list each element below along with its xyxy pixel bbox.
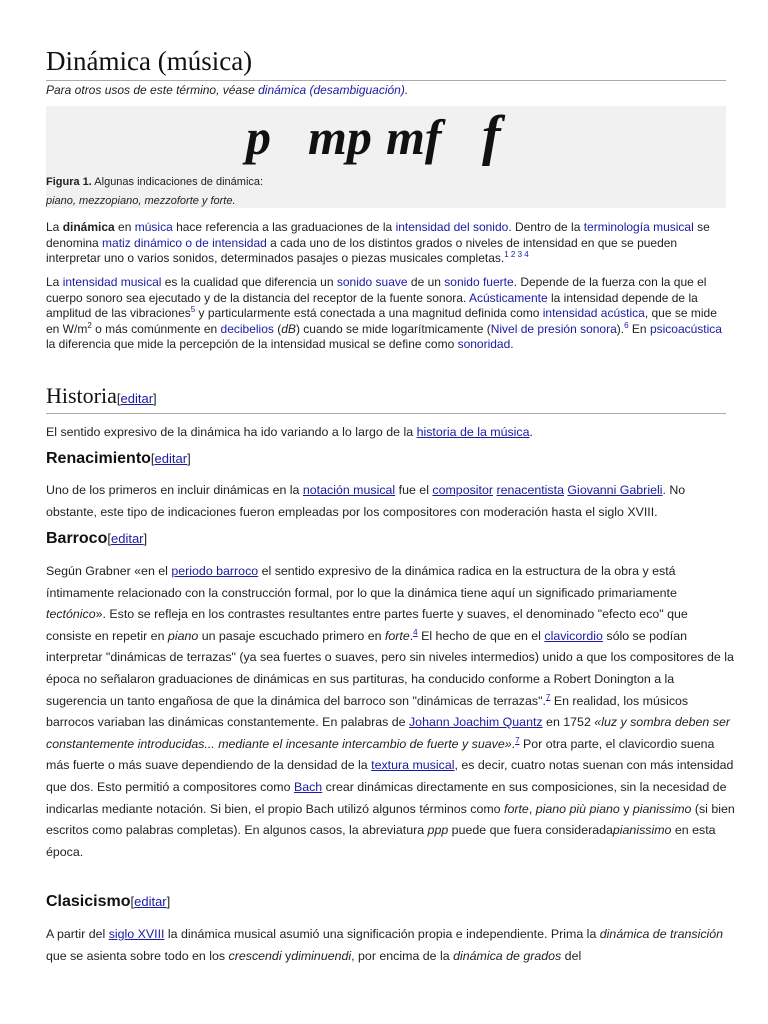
edit-section-historia: [editar]	[116, 391, 157, 406]
link-siglo-xviii[interactable]: siglo XVIII	[108, 927, 165, 941]
link-musica[interactable]: música	[134, 220, 173, 234]
link-bach[interactable]: Bach	[293, 779, 323, 794]
link-compositor[interactable]: compositor	[432, 483, 493, 497]
edit-link-clasicismo[interactable]: editar	[134, 894, 167, 909]
link-acusticamente[interactable]: Acústicamente	[468, 290, 548, 305]
reference-4[interactable]: 4	[413, 627, 418, 637]
disambiguation-link[interactable]: dinámica (desambiguación)	[258, 83, 405, 97]
reference-6[interactable]: 6	[624, 320, 629, 330]
link-historia-musica[interactable]: historia de la música	[416, 425, 530, 439]
historia-paragraph: El sentido expresivo de la dinámica ha ido variando a lo largo de la historia de la música.	[46, 425, 533, 439]
dynamic-mark-mf: mf	[386, 109, 442, 165]
link-psicoacustica[interactable]: psicoacústica	[649, 321, 722, 336]
reference-1-4[interactable]: 1 2 3 4	[504, 250, 529, 259]
link-sonoridad[interactable]: sonoridad	[457, 337, 511, 351]
link-clavicordio[interactable]: clavicordio	[544, 628, 603, 643]
link-sonido-fuerte[interactable]: sonido fuerte	[444, 275, 514, 289]
edit-link-historia[interactable]: editar	[120, 391, 154, 406]
link-matiz-dinamico[interactable]: matiz dinámico o de intensidad	[102, 235, 267, 250]
section-heading-renacimiento: Renacimiento[editar]	[46, 450, 191, 467]
figure-caption-line2: piano, mezzopiano, mezzoforte y forte.	[46, 195, 236, 207]
clasicismo-paragraph: A partir del siglo XVIII la dinámica musical asumió una significación propia e independiente. Prima la dinámica de transición que se asienta sobre todo en los crescendi ydiminuendi, por encima de la dinámica de grados del	[46, 927, 724, 963]
page-title: Dinámica (música)	[46, 46, 726, 81]
dynamic-mark-f: f	[482, 105, 501, 167]
edit-link-barroco[interactable]: editar	[110, 531, 144, 546]
figure-dynamics	[46, 106, 726, 208]
section-heading-historia: Historia[editar]	[46, 383, 726, 414]
link-intensidad-musical[interactable]: intensidad musical	[62, 275, 162, 289]
section-heading-clasicismo: Clasicismo[editar]	[46, 893, 171, 910]
link-giovanni-gabrieli[interactable]: Giovanni Gabrieli	[567, 483, 663, 497]
reference-7a[interactable]: 7	[545, 692, 551, 702]
dynamic-mark-mp: mp	[308, 109, 372, 165]
dynamic-mark-p: p	[246, 109, 271, 165]
link-textura-musical[interactable]: textura musical	[371, 758, 455, 773]
renacimiento-paragraph: Uno de los primeros en incluir dinámicas en la notación musical fue el compositor renacentista Giovanni Gabrieli. No obstante, este tipo de indicaciones fueron empleadas por los compositores con moderación hasta el siglo XVIII.	[46, 483, 686, 519]
link-intensidad-sonido[interactable]: intensidad del sonido	[395, 220, 509, 234]
link-decibelios[interactable]: decibelios	[220, 321, 274, 336]
section-heading-barroco: Barroco[editar]	[46, 530, 148, 547]
figure-caption: Figura 1. Algunas indicaciones de dinámica:	[46, 176, 264, 188]
intro-paragraph-1: La dinámica en música hace referencia a las graduaciones de la intensidad del sonido. Dentro de la terminología musical se denomina matiz dinámico o de intensidad a cada uno de los distintos grados o niveles de intensidad en que se pueden interpretar uno o varios sonidos, determinados pasajes o piezas musicales completas.$^{1 2 3 4}$	[46, 220, 710, 265]
link-nivel-presion-sonora[interactable]: Nivel de presión sonora	[490, 321, 617, 336]
hatnote: Para otros usos de este término, véase dinámica (desambiguación).	[46, 83, 409, 97]
edit-link-renacimiento[interactable]: editar	[154, 451, 188, 466]
edit-section-barroco: [editar]	[107, 531, 148, 546]
edit-section-clasicismo: [editar]	[130, 894, 171, 909]
intro-paragraph-2: La intensidad musical es la cualidad que diferencia un sonido suave de un sonido fuerte. Depende de la fuerza con la que el cuerpo sonoro sea ejecutado y de la distancia del receptor de la fuente sonora. Acústicamente la intensidad depende de la amplitud de las vibraciones$^5$ y particularmente está conectada a una magnitud definida como intensidad acústica, que se mide en $W/m^2$ o más comúnmente en decibelios (dB) cuando se mide logarítmicamente (Nivel de presión sonora).$^6$ En psicoacústica la diferencia que mide la percepción de la intensidad musical se define como sonoridad.	[46, 275, 722, 351]
link-periodo-barroco[interactable]: periodo barroco	[171, 564, 259, 578]
link-terminologia-musical[interactable]: terminología musical	[583, 220, 694, 234]
reference-5[interactable]: 5	[190, 305, 196, 314]
link-notacion-musical[interactable]: notación musical	[302, 483, 396, 497]
link-sonido-suave[interactable]: sonido suave	[336, 275, 408, 289]
link-quantz[interactable]: Johann Joachim Quantz	[408, 715, 543, 730]
edit-section-renacimiento: [editar]	[150, 451, 191, 466]
barroco-paragraph: Según Grabner «en el periodo barroco el sentido expresivo de la dinámica radica en la estructura de la obra y está íntimamente relacionado con la construcción formal, por lo que la dinámica tiene aquí un significado primariamente tectónico». Esto se refleja en los contrastes resultantes entre partes fuerte y suaves, el denominado "efecto eco" que consiste en repetir en piano un pasaje escuchado primero en forte.$^4$ El hecho de que en el clavicordio sólo se podían interpretar "dinámicas de terrazas" (ya sea fuertes o suaves, pero sin niveles intermedios) unido a que los compositores de la época no señalaron graduaciones de dinámicas en sus partituras, ha conducido conforme a Robert Donington a la sugerencia un tanto engañosa de que la dinámica del barroco son "dinámicas de terrazas".$^7$ En realidad, los músicos barrocos variaban las dinámicas constantemente. En palabras de Johann Joachim Quantz en 1752 «luz y sombra deben ser constantemente introducidas... mediante el incesante intercambio de fuerte y suave».$^7$ Por otra parte, el clavicordio suena más fuerte o más suave dependiendo de la densidad de la textura musical, es decir, cuatro notas suenan con más intensidad que dos. Esto permitió a compositores como Bach crear dinámicas directamente en sus composiciones, sin la necesidad de indicarlas mediante notación. Si bien, el propio Bach utilizó algunos términos como forte, piano più piano y pianissimo (si bien escritos como palabras completas). En algunos casos, la abreviatura ppp puede que fuera consideradapianissimo en esta época.	[46, 564, 735, 859]
link-intensidad-acustica[interactable]: intensidad acústica	[542, 306, 645, 320]
link-renacentista[interactable]: renacentista	[496, 483, 564, 497]
reference-7b[interactable]: 7	[515, 735, 520, 745]
